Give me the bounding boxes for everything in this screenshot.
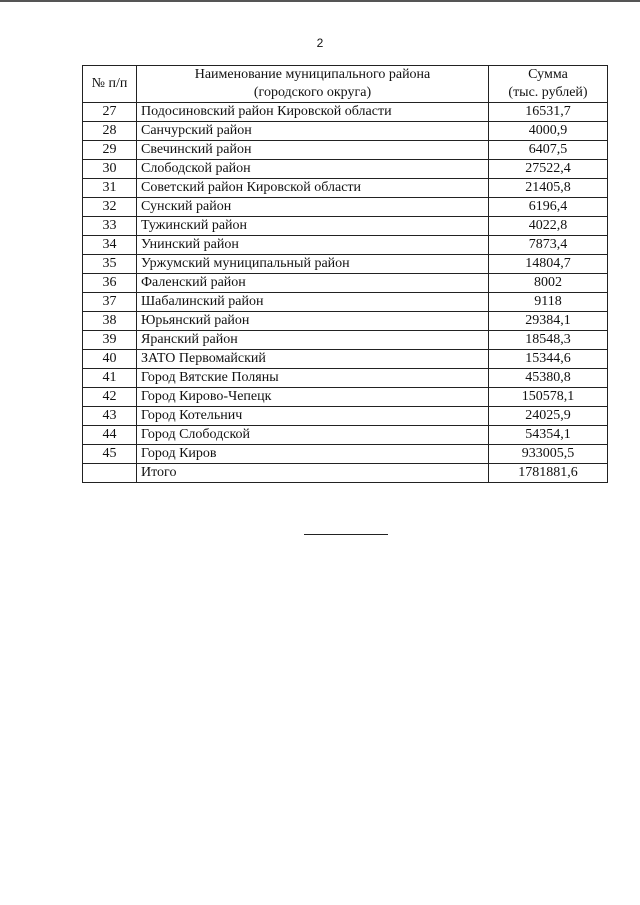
row-number-cell: 41 [83,369,137,388]
row-amount-cell: 4022,8 [489,217,608,236]
table-row [83,388,608,407]
total-label-cell: Итого [137,464,489,483]
row-name-cell: Уржумский муниципальный район [137,255,489,274]
municipal-districts-table [82,65,608,483]
row-name-cell: Свечинский район [137,141,489,160]
table-row [83,141,608,160]
total-amount-cell: 1781881,6 [489,464,608,483]
row-amount-cell: 45380,8 [489,369,608,388]
table-row [83,350,608,369]
row-name-cell: Город Вятские Поляны [137,369,489,388]
table-row [83,369,608,388]
total-number-cell [83,464,137,483]
table-row [83,255,608,274]
table-row [83,236,608,255]
table-row [83,179,608,198]
table-total-row [83,464,608,483]
row-amount-cell: 14804,7 [489,255,608,274]
table-row [83,331,608,350]
row-amount-cell: 9118 [489,293,608,312]
table-header-row [83,66,608,103]
row-name-cell: Город Слободской [137,426,489,445]
row-amount-cell: 6196,4 [489,198,608,217]
table-row [83,274,608,293]
top-border-line [0,0,640,2]
row-number-cell: 32 [83,198,137,217]
row-number-cell: 45 [83,445,137,464]
table-row [83,407,608,426]
row-amount-cell: 933005,5 [489,445,608,464]
row-name-cell: Юрьянский район [137,312,489,331]
row-name-cell: Город Котельнич [137,407,489,426]
table-row [83,293,608,312]
row-name-cell: Подосиновский район Кировской области [137,103,489,122]
row-amount-cell: 21405,8 [489,179,608,198]
row-number-cell: 28 [83,122,137,141]
row-amount-cell: 54354,1 [489,426,608,445]
row-name-cell: Фаленский район [137,274,489,293]
row-name-cell: Слободской район [137,160,489,179]
header-name-line1: Наименование муниципального района [194,67,431,82]
header-amount-line1: Сумма [528,67,568,82]
row-amount-cell: 150578,1 [489,388,608,407]
table-row [83,160,608,179]
table-row [83,312,608,331]
row-name-cell: Город Кирово-Чепецк [137,388,489,407]
row-amount-cell: 15344,6 [489,350,608,369]
row-number-cell: 33 [83,217,137,236]
header-number-label: № п/п [91,76,128,91]
row-number-cell: 42 [83,388,137,407]
row-name-cell: Санчурский район [137,122,489,141]
header-name-line2: (городского округа) [253,85,372,100]
row-number-cell: 44 [83,426,137,445]
header-number [83,66,137,103]
table-row [83,217,608,236]
header-amount [489,66,608,103]
row-name-cell: Тужинский район [137,217,489,236]
table-row [83,198,608,217]
row-name-cell: Унинский район [137,236,489,255]
row-amount-cell: 6407,5 [489,141,608,160]
row-number-cell: 43 [83,407,137,426]
closing-divider-line [304,534,388,535]
row-amount-cell: 16531,7 [489,103,608,122]
page-number: 2 [316,36,324,50]
row-number-cell: 31 [83,179,137,198]
table-row [83,426,608,445]
table-row [83,122,608,141]
row-name-cell: Шабалинский район [137,293,489,312]
row-name-cell: ЗАТО Первомайский [137,350,489,369]
row-name-cell: Сунский район [137,198,489,217]
row-amount-cell: 7873,4 [489,236,608,255]
row-name-cell: Город Киров [137,445,489,464]
table-body [83,103,608,464]
row-number-cell: 30 [83,160,137,179]
row-number-cell: 36 [83,274,137,293]
row-amount-cell: 24025,9 [489,407,608,426]
row-number-cell: 27 [83,103,137,122]
row-number-cell: 29 [83,141,137,160]
row-number-cell: 38 [83,312,137,331]
row-number-cell: 37 [83,293,137,312]
row-number-cell: 35 [83,255,137,274]
row-amount-cell: 4000,9 [489,122,608,141]
row-amount-cell: 27522,4 [489,160,608,179]
row-number-cell: 40 [83,350,137,369]
row-amount-cell: 18548,3 [489,331,608,350]
header-name [137,66,489,103]
table-row [83,445,608,464]
row-amount-cell: 8002 [489,274,608,293]
row-amount-cell: 29384,1 [489,312,608,331]
table-row [83,103,608,122]
header-amount-line2: (тыс. рублей) [508,85,588,100]
row-number-cell: 34 [83,236,137,255]
row-number-cell: 39 [83,331,137,350]
row-name-cell: Яранский район [137,331,489,350]
row-name-cell: Советский район Кировской области [137,179,489,198]
